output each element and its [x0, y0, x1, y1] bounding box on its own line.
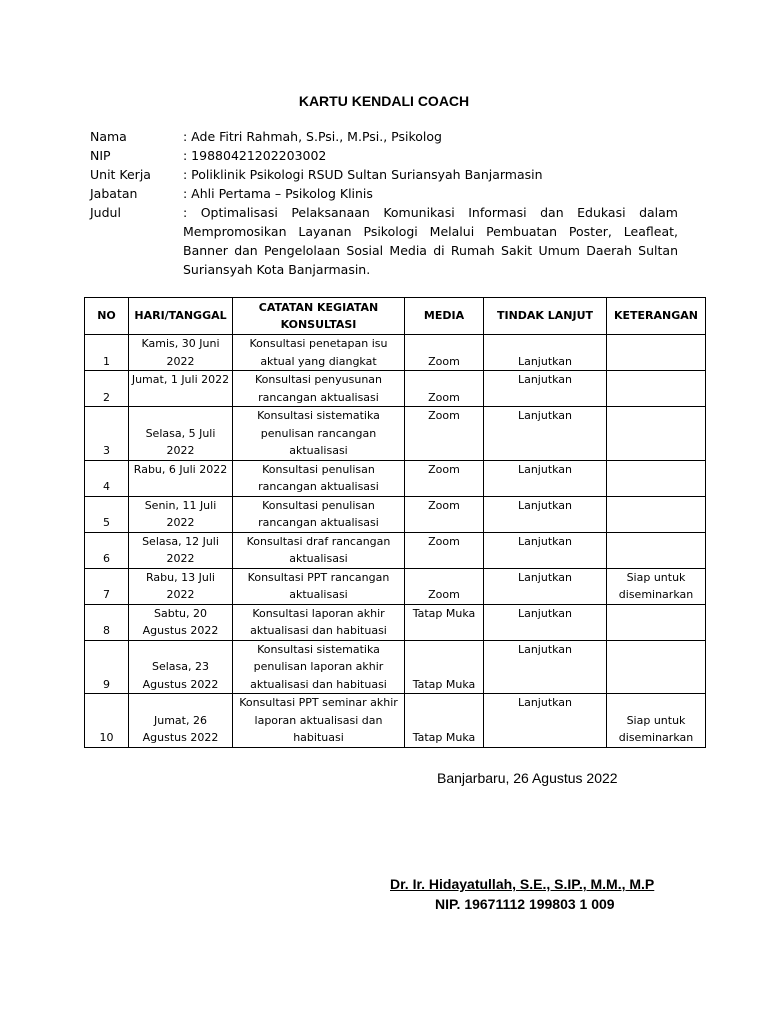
cell-note: Konsultasi penetapan isu aktual yang diangkat	[233, 335, 405, 371]
cell-remark	[607, 371, 706, 407]
table-row	[85, 496, 706, 532]
cell-date: Jumat, 1 Juli 2022	[129, 371, 233, 407]
cell-no: 6	[85, 532, 129, 568]
cell-date: Selasa, 23 Agustus 2022	[129, 640, 233, 694]
table-row	[85, 532, 706, 568]
cell-media: Zoom	[405, 335, 484, 371]
place-and-date: Banjarbaru, 26 Agustus 2022	[437, 770, 618, 786]
info-label: NIP	[90, 148, 111, 163]
header-remark: KETERANGAN	[607, 298, 706, 335]
cell-note: Konsultasi penulisan rancangan aktualisasi	[233, 496, 405, 532]
cell-media: Zoom	[405, 371, 484, 407]
info-value: : Ahli Pertama – Psikolog Klinis	[183, 186, 373, 201]
signer-name: Dr. Ir. Hidayatullah, S.E., S.IP., M.M., M.P	[390, 876, 655, 892]
cell-media: Zoom	[405, 568, 484, 604]
table-row	[85, 640, 706, 694]
cell-media: Zoom	[405, 496, 484, 532]
document-title: KARTU KENDALI COACH	[298, 93, 470, 109]
header-media: MEDIA	[405, 298, 484, 335]
table-row	[85, 604, 706, 640]
cell-date: Rabu, 13 Juli 2022	[129, 568, 233, 604]
cell-action: Lanjutkan	[484, 568, 607, 604]
cell-no: 3	[85, 407, 129, 461]
cell-action: Lanjutkan	[484, 694, 607, 748]
header-note: CATATAN KEGIATAN KONSULTASI	[233, 298, 405, 335]
cell-action: Lanjutkan	[484, 640, 607, 694]
info-value: : 19880421202203002	[183, 148, 327, 163]
cell-media: Tatap Muka	[405, 694, 484, 748]
cell-action: Lanjutkan	[484, 496, 607, 532]
cell-date: Selasa, 12 Juli 2022	[129, 532, 233, 568]
info-label: Judul	[90, 205, 121, 220]
cell-remark: Siap untuk diseminarkan	[607, 694, 706, 748]
info-row-jabatan	[90, 184, 678, 203]
cell-no: 9	[85, 640, 129, 694]
cell-action: Lanjutkan	[484, 407, 607, 461]
table-row	[85, 694, 706, 748]
info-label: Jabatan	[90, 186, 138, 201]
table-header-row	[85, 298, 706, 335]
cell-no: 2	[85, 371, 129, 407]
cell-no: 1	[85, 335, 129, 371]
info-label: Nama	[90, 129, 127, 144]
cell-media: Zoom	[405, 460, 484, 496]
header-action: TINDAK LANJUT	[484, 298, 607, 335]
cell-action: Lanjutkan	[484, 460, 607, 496]
info-row-unit-kerja	[90, 165, 678, 184]
cell-note: Konsultasi draf rancangan aktualisasi	[233, 532, 405, 568]
info-row-nip	[90, 146, 678, 165]
table-row	[85, 335, 706, 371]
cell-remark: Siap untuk diseminarkan	[607, 568, 706, 604]
table-row	[85, 371, 706, 407]
cell-date: Rabu, 6 Juli 2022	[129, 460, 233, 496]
cell-note: Konsultasi penyusunan rancangan aktualisasi	[233, 371, 405, 407]
cell-remark	[607, 335, 706, 371]
cell-remark	[607, 460, 706, 496]
cell-action: Lanjutkan	[484, 532, 607, 568]
cell-remark	[607, 604, 706, 640]
table-row	[85, 460, 706, 496]
cell-action: Lanjutkan	[484, 371, 607, 407]
cell-date: Kamis, 30 Juni 2022	[129, 335, 233, 371]
cell-media: Zoom	[405, 532, 484, 568]
cell-date: Sabtu, 20 Agustus 2022	[129, 604, 233, 640]
cell-note: Konsultasi laporan akhir aktualisasi dan habituasi	[233, 604, 405, 640]
signer-nip: NIP. 19671112 199803 1 009	[435, 896, 615, 912]
cell-date: Senin, 11 Juli 2022	[129, 496, 233, 532]
cell-no: 4	[85, 460, 129, 496]
cell-no: 5	[85, 496, 129, 532]
info-label: Unit Kerja	[90, 167, 151, 182]
cell-media: Tatap Muka	[405, 604, 484, 640]
cell-remark	[607, 532, 706, 568]
table-row	[85, 568, 706, 604]
info-row-nama	[90, 127, 678, 146]
info-value: : Ade Fitri Rahmah, S.Psi., M.Psi., Psikolog	[183, 129, 442, 144]
coaching-log-table	[84, 297, 706, 748]
identity-section	[90, 127, 678, 279]
info-value: : Optimalisasi Pelaksanaan Komunikasi Informasi dan Edukasi dalam Mempromosikan Layanan Psikologi Melalui Pembuatan Poster, Leafleat, Banner dan Pengelolaan Sosial Media di Rumah Sakit Umum Daerah Sultan Suriansyah Kota Banjarmasin.	[183, 205, 678, 277]
table-row	[85, 407, 706, 461]
cell-media: Zoom	[405, 407, 484, 461]
cell-remark	[607, 407, 706, 461]
cell-date: Jumat, 26 Agustus 2022	[129, 694, 233, 748]
cell-media: Tatap Muka	[405, 640, 484, 694]
cell-note: Konsultasi sistematika penulisan rancangan aktualisasi	[233, 407, 405, 461]
cell-date: Selasa, 5 Juli 2022	[129, 407, 233, 461]
info-row-judul	[90, 203, 678, 279]
header-date: HARI/TANGGAL	[129, 298, 233, 335]
info-value: : Poliklinik Psikologi RSUD Sultan Suriansyah Banjarmasin	[183, 167, 543, 182]
cell-note: Konsultasi sistematika penulisan laporan akhir aktualisasi dan habituasi	[233, 640, 405, 694]
cell-remark	[607, 640, 706, 694]
cell-note: Konsultasi PPT seminar akhir laporan aktualisasi dan habituasi	[233, 694, 405, 748]
cell-note: Konsultasi PPT rancangan aktualisasi	[233, 568, 405, 604]
cell-no: 8	[85, 604, 129, 640]
cell-action: Lanjutkan	[484, 604, 607, 640]
cell-no: 7	[85, 568, 129, 604]
header-no: NO	[85, 298, 129, 335]
cell-note: Konsultasi penulisan rancangan aktualisasi	[233, 460, 405, 496]
cell-no: 10	[85, 694, 129, 748]
cell-remark	[607, 496, 706, 532]
cell-action: Lanjutkan	[484, 335, 607, 371]
